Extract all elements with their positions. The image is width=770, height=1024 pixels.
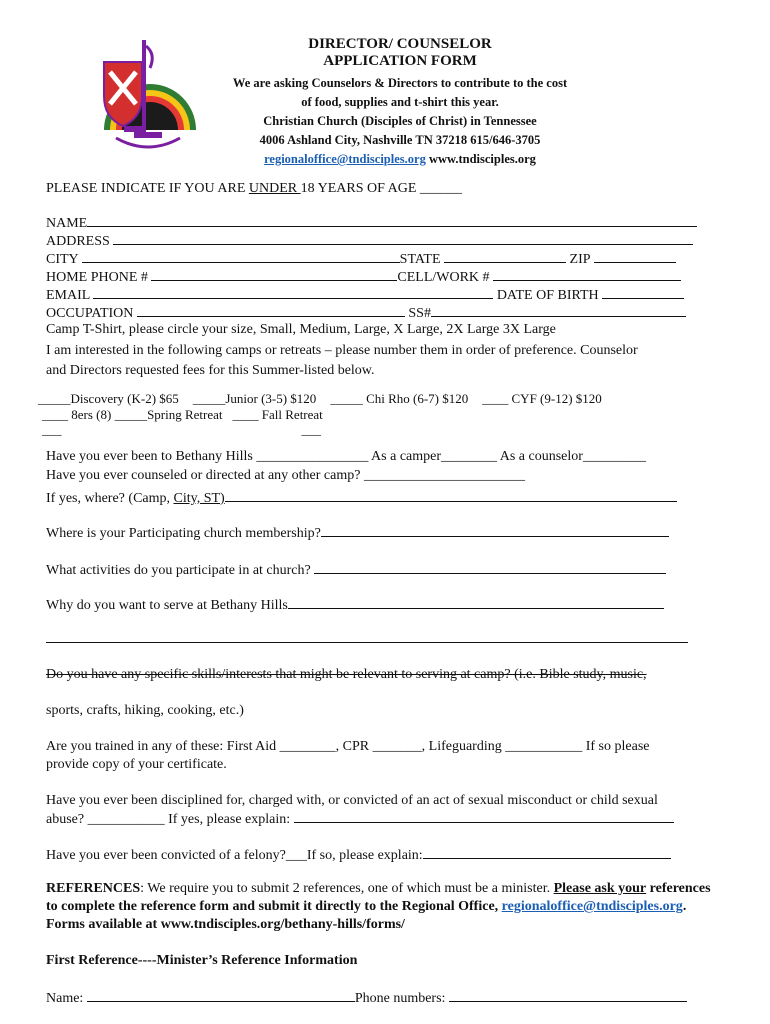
home-phone-blank[interactable] [151,267,397,281]
reference-phone-blank[interactable] [449,988,687,1002]
counseled-question[interactable]: Have you ever counseled or directed at any other camp? _______________________ [46,468,525,483]
city-label: CITY [46,252,79,267]
email-label: EMAIL [46,288,90,303]
camp-option-junior[interactable]: _____Junior (3-5) $120 [192,391,317,406]
why-blank[interactable] [288,595,664,609]
intro-line1: We are asking Counselors & Directors to contribute to the cost [232,76,568,90]
disciplined-explain[interactable] [46,809,706,829]
phone-row [46,267,706,287]
camp-option-8ers-spring[interactable]: ____ 8ers (8) _____Spring Retreat [42,407,223,422]
why-label: Why do you want to serve at Bethany Hills [46,598,288,613]
home-phone-label: HOME PHONE # [46,270,148,285]
occupation-ss-row [46,303,706,323]
occupation-label: OCCUPATION [46,306,134,321]
membership-blank[interactable] [321,523,669,537]
reference-name-row [46,988,706,1008]
camp-blank-left: ___ [42,422,62,437]
references-email-link[interactable]: regionaloffice@tndisciples.org [501,899,683,914]
email-blank[interactable] [93,285,493,299]
camp-option-fall-retreat[interactable]: ____ Fall Retreat [232,407,323,422]
disciplined-explain-label: abuse? ___________ If yes, please explain: [46,812,291,827]
cell-work-blank[interactable] [493,267,681,281]
why-answer-line[interactable] [46,642,688,643]
camps-row-3 [42,421,702,439]
ss-blank[interactable] [431,303,686,317]
camp-option-chi-rho[interactable]: _____ Chi Rho (6-7) $120 [330,391,469,406]
address-label: ADDRESS [46,234,110,249]
where-city-label: City, ST) [173,491,225,506]
form-title-line2: APPLICATION FORM [323,53,477,69]
name-label: NAME [46,216,88,231]
chalice-logo-icon [96,34,200,158]
camp-option-discovery[interactable]: _____Discovery (K-2) $65 [38,391,179,406]
intro-line2: of food, supplies and t-shirt this year. [301,95,499,109]
references-label: REFERENCES [46,881,141,896]
reference-name-blank[interactable] [87,988,355,1002]
state-blank[interactable] [444,249,566,263]
name-field[interactable] [46,213,706,233]
state-label: STATE [399,252,441,267]
camp-option-cyf[interactable]: ____ CYF (9-12) $120 [482,391,602,406]
membership-question[interactable] [46,523,706,543]
references-paragraph [46,880,718,934]
city-state-zip-row [46,249,706,269]
form-title-line1: DIRECTOR/ COUNSELOR [308,36,492,52]
age-prompt-post: 18 YEARS OF AGE ______ [300,181,462,196]
membership-label: Where is your Participating church membership? [46,526,321,541]
camp-blank-right: ___ [301,422,321,437]
org-name: Christian Church (Disciples of Christ) in Tennessee [263,114,537,128]
references-emph1: Please ask your [553,881,647,896]
activities-question[interactable] [46,560,706,580]
org-address: 4006 Ashland City, Nashville TN 37218 615/646-3705 [259,133,541,147]
city-blank[interactable] [82,249,400,263]
contact-line [200,150,600,169]
form-header [200,36,600,169]
where-question[interactable] [46,488,706,508]
name-blank[interactable] [87,213,697,227]
occupation-blank[interactable] [137,303,405,317]
header-email-link[interactable]: regionaloffice@tndisciples.org [264,152,426,166]
first-reference-heading: First Reference----Minister’s Reference Information [46,953,358,968]
dob-blank[interactable] [602,285,684,299]
reference-name-label: Name: [46,991,84,1006]
age-prompt-under: UNDER [248,181,301,196]
activities-label: What activities do you participate in at church? [46,563,311,578]
why-question[interactable] [46,595,706,615]
address-field[interactable] [46,231,706,251]
references-emph2: references to complete the reference form and submit it directly to the Regional Office, [46,881,711,914]
camps-intro-2: and Directors requested fees for this Summer-listed below. [46,363,375,378]
where-label: If yes, where? (Camp, [46,491,174,506]
activities-blank[interactable] [314,560,666,574]
address-blank[interactable] [113,231,693,245]
bethany-question[interactable]: Have you ever been to Bethany Hills ________________ As a camper________ As a counselor_________ [46,449,646,464]
felony-blank[interactable] [423,845,671,859]
references-forms: . Forms available at www.tndisciples.org/bethany-hills/forms/ [46,899,687,932]
zip-label: ZIP [569,252,591,267]
where-blank[interactable] [225,488,677,502]
skills-question-cont: sports, crafts, hiking, cooking, etc.) [46,703,244,718]
email-dob-row [46,285,706,305]
skills-question: Do you have any specific skills/interests that might be relevant to serving at camp? (i.e. Bible study, music, [46,667,647,682]
references-text: : We require you to submit 2 references, one of which must be a minister. [140,881,554,896]
felony-label: Have you ever been convicted of a felony?___If so, please explain: [46,848,423,863]
felony-question[interactable] [46,845,706,865]
dob-label: DATE OF BIRTH [496,288,599,303]
disciplined-explain-blank[interactable] [294,809,674,823]
camps-intro-1: I am interested in the following camps or retreats – please number them in order of preference. Counselor [46,343,638,358]
reference-phone-label: Phone numbers: [354,991,446,1006]
website-text: www.tndisciples.org [428,152,536,166]
tshirt-size-prompt: Camp T-Shirt, please circle your size, Small, Medium, Large, X Large, 2X Large 3X Large [46,322,556,337]
age-prompt [46,180,706,198]
age-prompt-pre: PLEASE INDICATE IF YOU ARE [46,181,249,196]
trained-question-cont: provide copy of your certificate. [46,757,227,772]
zip-blank[interactable] [594,249,676,263]
header-info [200,74,600,169]
cell-work-label: CELL/WORK # [397,270,490,285]
trained-question[interactable]: Are you trained in any of these: First Aid ________, CPR _______, Lifeguarding ___________ If so please [46,739,650,754]
ss-label: SS# [408,306,431,321]
disciplined-question: Have you ever been disciplined for, charged with, or convicted of an act of sexual misconduct or child sexual [46,793,658,808]
